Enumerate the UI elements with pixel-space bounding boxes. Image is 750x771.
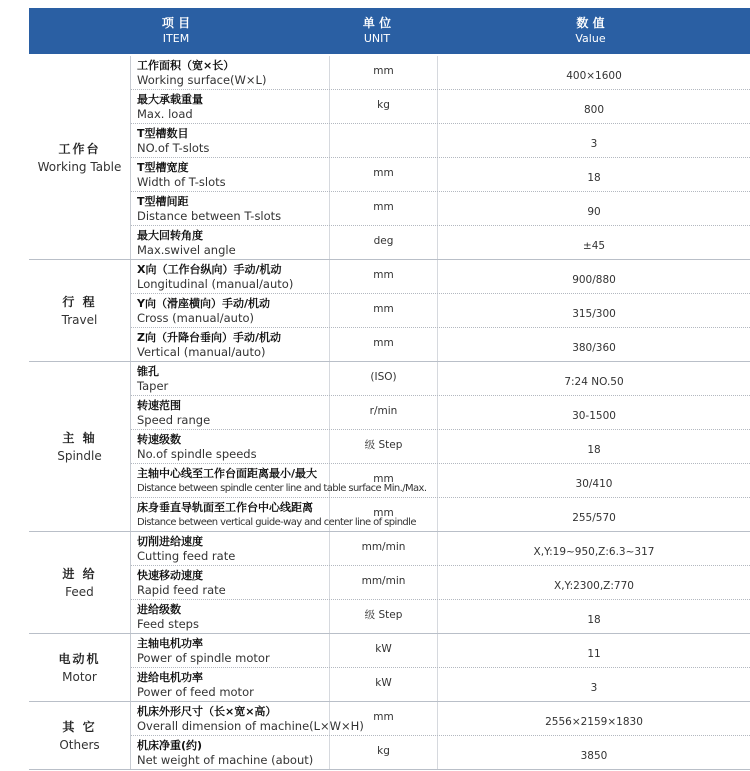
item-cell bbox=[131, 226, 330, 259]
spec-group bbox=[29, 634, 750, 702]
value-cell: 90 bbox=[587, 205, 601, 218]
item-en: Distance between vertical guide-way and center line of spindle bbox=[137, 516, 416, 528]
unit-cell: kW bbox=[330, 668, 438, 701]
item-zh: T型槽数目 bbox=[137, 126, 189, 140]
unit-cell: mm/min bbox=[330, 532, 438, 565]
item-cell bbox=[131, 430, 330, 463]
value-cell: 7:24 NO.50 bbox=[564, 375, 624, 388]
item-cell bbox=[131, 56, 330, 89]
item-cell bbox=[131, 362, 330, 395]
table-row bbox=[131, 668, 750, 701]
header-item bbox=[29, 8, 323, 54]
item-en: Distance between T-slots bbox=[137, 208, 282, 223]
category-zh: 行 程 bbox=[62, 294, 97, 309]
unit-cell: mm bbox=[330, 294, 438, 327]
unit-cell: mm bbox=[330, 56, 438, 89]
value-cell: 900/880 bbox=[572, 273, 616, 286]
item-en: Overall dimension of machine(L×W×H) bbox=[137, 718, 364, 733]
item-zh: 工作面积（宽×长） bbox=[137, 58, 235, 72]
value-cell: 380/360 bbox=[572, 341, 616, 354]
category-zh: 进 给 bbox=[62, 566, 97, 581]
item-cell bbox=[131, 702, 364, 735]
value-cell: X,Y:19~950,Z:6.3~317 bbox=[533, 545, 655, 558]
unit-cell: 级 Step bbox=[330, 600, 438, 633]
value-cell: 30/410 bbox=[575, 477, 613, 490]
item-zh: T型槽间距 bbox=[137, 194, 189, 208]
unit-cell: mm bbox=[330, 158, 438, 191]
item-en: Working surface(W×L) bbox=[137, 72, 267, 87]
item-en: Max. load bbox=[137, 106, 193, 121]
item-cell bbox=[131, 668, 330, 701]
spec-table bbox=[29, 56, 750, 770]
unit-cell: deg bbox=[330, 226, 438, 259]
item-en: No.of spindle speeds bbox=[137, 446, 257, 461]
table-row bbox=[131, 498, 750, 531]
item-zh: 主轴中心线至工作台面距离最小/最大 bbox=[137, 466, 318, 480]
unit-cell: 级 Step bbox=[330, 430, 438, 463]
category-label bbox=[29, 702, 131, 769]
header-unit bbox=[323, 8, 431, 54]
item-zh: 转速级数 bbox=[137, 432, 181, 446]
item-en: Cross (manual/auto) bbox=[137, 310, 254, 325]
table-row bbox=[131, 124, 750, 158]
item-cell bbox=[131, 634, 330, 667]
unit-cell: kg bbox=[330, 736, 438, 769]
table-row bbox=[131, 362, 750, 396]
item-zh: 最大回转角度 bbox=[137, 228, 203, 242]
item-cell bbox=[131, 396, 330, 429]
item-zh: 最大承载重量 bbox=[137, 92, 203, 106]
category-zh: 工作台 bbox=[58, 141, 101, 156]
item-zh: 进给电机功率 bbox=[137, 670, 203, 684]
value-cell: 3850 bbox=[580, 749, 608, 762]
category-zh: 其 它 bbox=[62, 719, 97, 734]
header-item-en: ITEM bbox=[162, 32, 190, 45]
item-cell bbox=[131, 192, 330, 225]
table-row bbox=[131, 192, 750, 226]
value-cell: 255/570 bbox=[572, 511, 616, 524]
table-row bbox=[131, 90, 750, 124]
unit-cell: kg bbox=[330, 90, 438, 123]
item-zh: 机床净重(约) bbox=[137, 738, 203, 752]
header-item-zh: 项 目 bbox=[161, 16, 191, 30]
table-row bbox=[131, 396, 750, 430]
item-en: Rapid feed rate bbox=[137, 582, 226, 597]
item-zh: Y向（滑座横向）手动/机动 bbox=[137, 296, 270, 310]
table-row bbox=[131, 260, 750, 294]
item-cell bbox=[131, 294, 330, 327]
unit-cell: mm bbox=[330, 702, 438, 735]
header-value-en: Value bbox=[575, 32, 606, 45]
category-en: Working Table bbox=[37, 159, 122, 174]
item-cell bbox=[131, 260, 330, 293]
value-cell: X,Y:2300,Z:770 bbox=[554, 579, 634, 592]
category-en: Motor bbox=[62, 669, 97, 684]
table-row bbox=[131, 328, 750, 361]
category-label bbox=[29, 260, 131, 361]
table-row bbox=[131, 464, 750, 498]
item-zh: 锥孔 bbox=[137, 364, 159, 378]
unit-cell: mm bbox=[330, 260, 438, 293]
spec-group bbox=[29, 532, 750, 634]
header-value bbox=[431, 8, 750, 54]
table-row bbox=[131, 430, 750, 464]
table-row bbox=[131, 56, 750, 90]
category-zh: 电动机 bbox=[58, 651, 101, 666]
value-cell: 18 bbox=[587, 443, 601, 456]
unit-cell: kW bbox=[330, 634, 438, 667]
item-zh: 机床外形尺寸（长×宽×高） bbox=[137, 704, 277, 718]
table-row bbox=[131, 532, 750, 566]
header-unit-zh: 单 位 bbox=[362, 16, 392, 30]
table-row bbox=[131, 158, 750, 192]
item-zh: 床身垂直导轨面至工作台中心线距离 bbox=[137, 500, 313, 514]
category-zh: 主 轴 bbox=[62, 430, 97, 445]
value-cell: 2556×2159×1830 bbox=[545, 715, 643, 728]
table-header bbox=[29, 8, 750, 54]
table-row bbox=[131, 294, 750, 328]
item-cell bbox=[131, 328, 330, 361]
item-cell bbox=[131, 566, 330, 599]
item-cell bbox=[131, 600, 330, 633]
value-cell: 3 bbox=[590, 681, 598, 694]
value-cell: 18 bbox=[587, 171, 601, 184]
category-label bbox=[29, 56, 131, 259]
table-row bbox=[131, 634, 750, 668]
category-en: Others bbox=[59, 737, 100, 752]
item-cell bbox=[131, 124, 330, 157]
item-en: Net weight of machine (about) bbox=[137, 752, 314, 767]
value-cell: ±45 bbox=[582, 239, 606, 252]
unit-cell: r/min bbox=[330, 396, 438, 429]
value-cell: 30-1500 bbox=[572, 409, 616, 422]
value-cell: 400×1600 bbox=[566, 69, 622, 82]
unit-cell: (ISO) bbox=[330, 362, 438, 395]
item-zh: 进给级数 bbox=[137, 602, 181, 616]
spec-group bbox=[29, 702, 750, 770]
unit-cell: mm bbox=[330, 464, 438, 497]
value-cell: 3 bbox=[590, 137, 598, 150]
item-en: Vertical (manual/auto) bbox=[137, 344, 266, 359]
spec-group bbox=[29, 260, 750, 362]
header-unit-en: UNIT bbox=[363, 32, 391, 45]
item-en: NO.of T-slots bbox=[137, 140, 210, 155]
category-en: Feed bbox=[65, 584, 94, 599]
table-row bbox=[131, 600, 750, 633]
item-en: Speed range bbox=[137, 412, 211, 427]
item-en: Width of T-slots bbox=[137, 174, 226, 189]
item-en: Distance between spindle center line and table surface Min./Max. bbox=[137, 482, 427, 494]
table-row bbox=[131, 226, 750, 259]
item-en: Longitudinal (manual/auto) bbox=[137, 276, 294, 291]
item-en: Power of feed motor bbox=[137, 684, 254, 699]
item-zh: X向（工作台纵向）手动/机动 bbox=[137, 262, 282, 276]
item-zh: 快速移动速度 bbox=[137, 568, 203, 582]
item-zh: T型槽宽度 bbox=[137, 160, 189, 174]
spec-group bbox=[29, 56, 750, 260]
category-en: Spindle bbox=[57, 448, 102, 463]
category-label bbox=[29, 532, 131, 633]
value-cell: 800 bbox=[583, 103, 605, 116]
item-zh: 切削进给速度 bbox=[137, 534, 203, 548]
spec-group bbox=[29, 362, 750, 532]
unit-cell: mm bbox=[330, 192, 438, 225]
item-cell bbox=[131, 158, 330, 191]
item-zh: 主轴电机功率 bbox=[137, 636, 203, 650]
item-cell bbox=[131, 736, 330, 769]
category-label bbox=[29, 634, 131, 701]
item-en: Max.swivel angle bbox=[137, 242, 236, 257]
unit-cell: mm bbox=[330, 328, 438, 361]
item-cell bbox=[131, 90, 330, 123]
value-cell: 315/300 bbox=[572, 307, 616, 320]
item-zh: Z向（升降台垂向）手动/机动 bbox=[137, 330, 281, 344]
unit-cell: mm/min bbox=[330, 566, 438, 599]
category-en: Travel bbox=[61, 312, 98, 327]
item-en: Taper bbox=[137, 378, 169, 393]
item-zh: 转速范围 bbox=[137, 398, 181, 412]
value-cell: 18 bbox=[587, 613, 601, 626]
unit-cell bbox=[330, 124, 438, 157]
category-label bbox=[29, 362, 131, 531]
header-value-zh: 数 值 bbox=[576, 16, 605, 30]
value-cell: 11 bbox=[587, 647, 601, 660]
table-row bbox=[131, 736, 750, 769]
table-row bbox=[131, 702, 750, 736]
table-row bbox=[131, 566, 750, 600]
item-cell bbox=[131, 532, 330, 565]
item-en: Feed steps bbox=[137, 616, 199, 631]
item-en: Power of spindle motor bbox=[137, 650, 270, 665]
unit-cell: mm bbox=[330, 498, 438, 531]
item-en: Cutting feed rate bbox=[137, 548, 236, 563]
